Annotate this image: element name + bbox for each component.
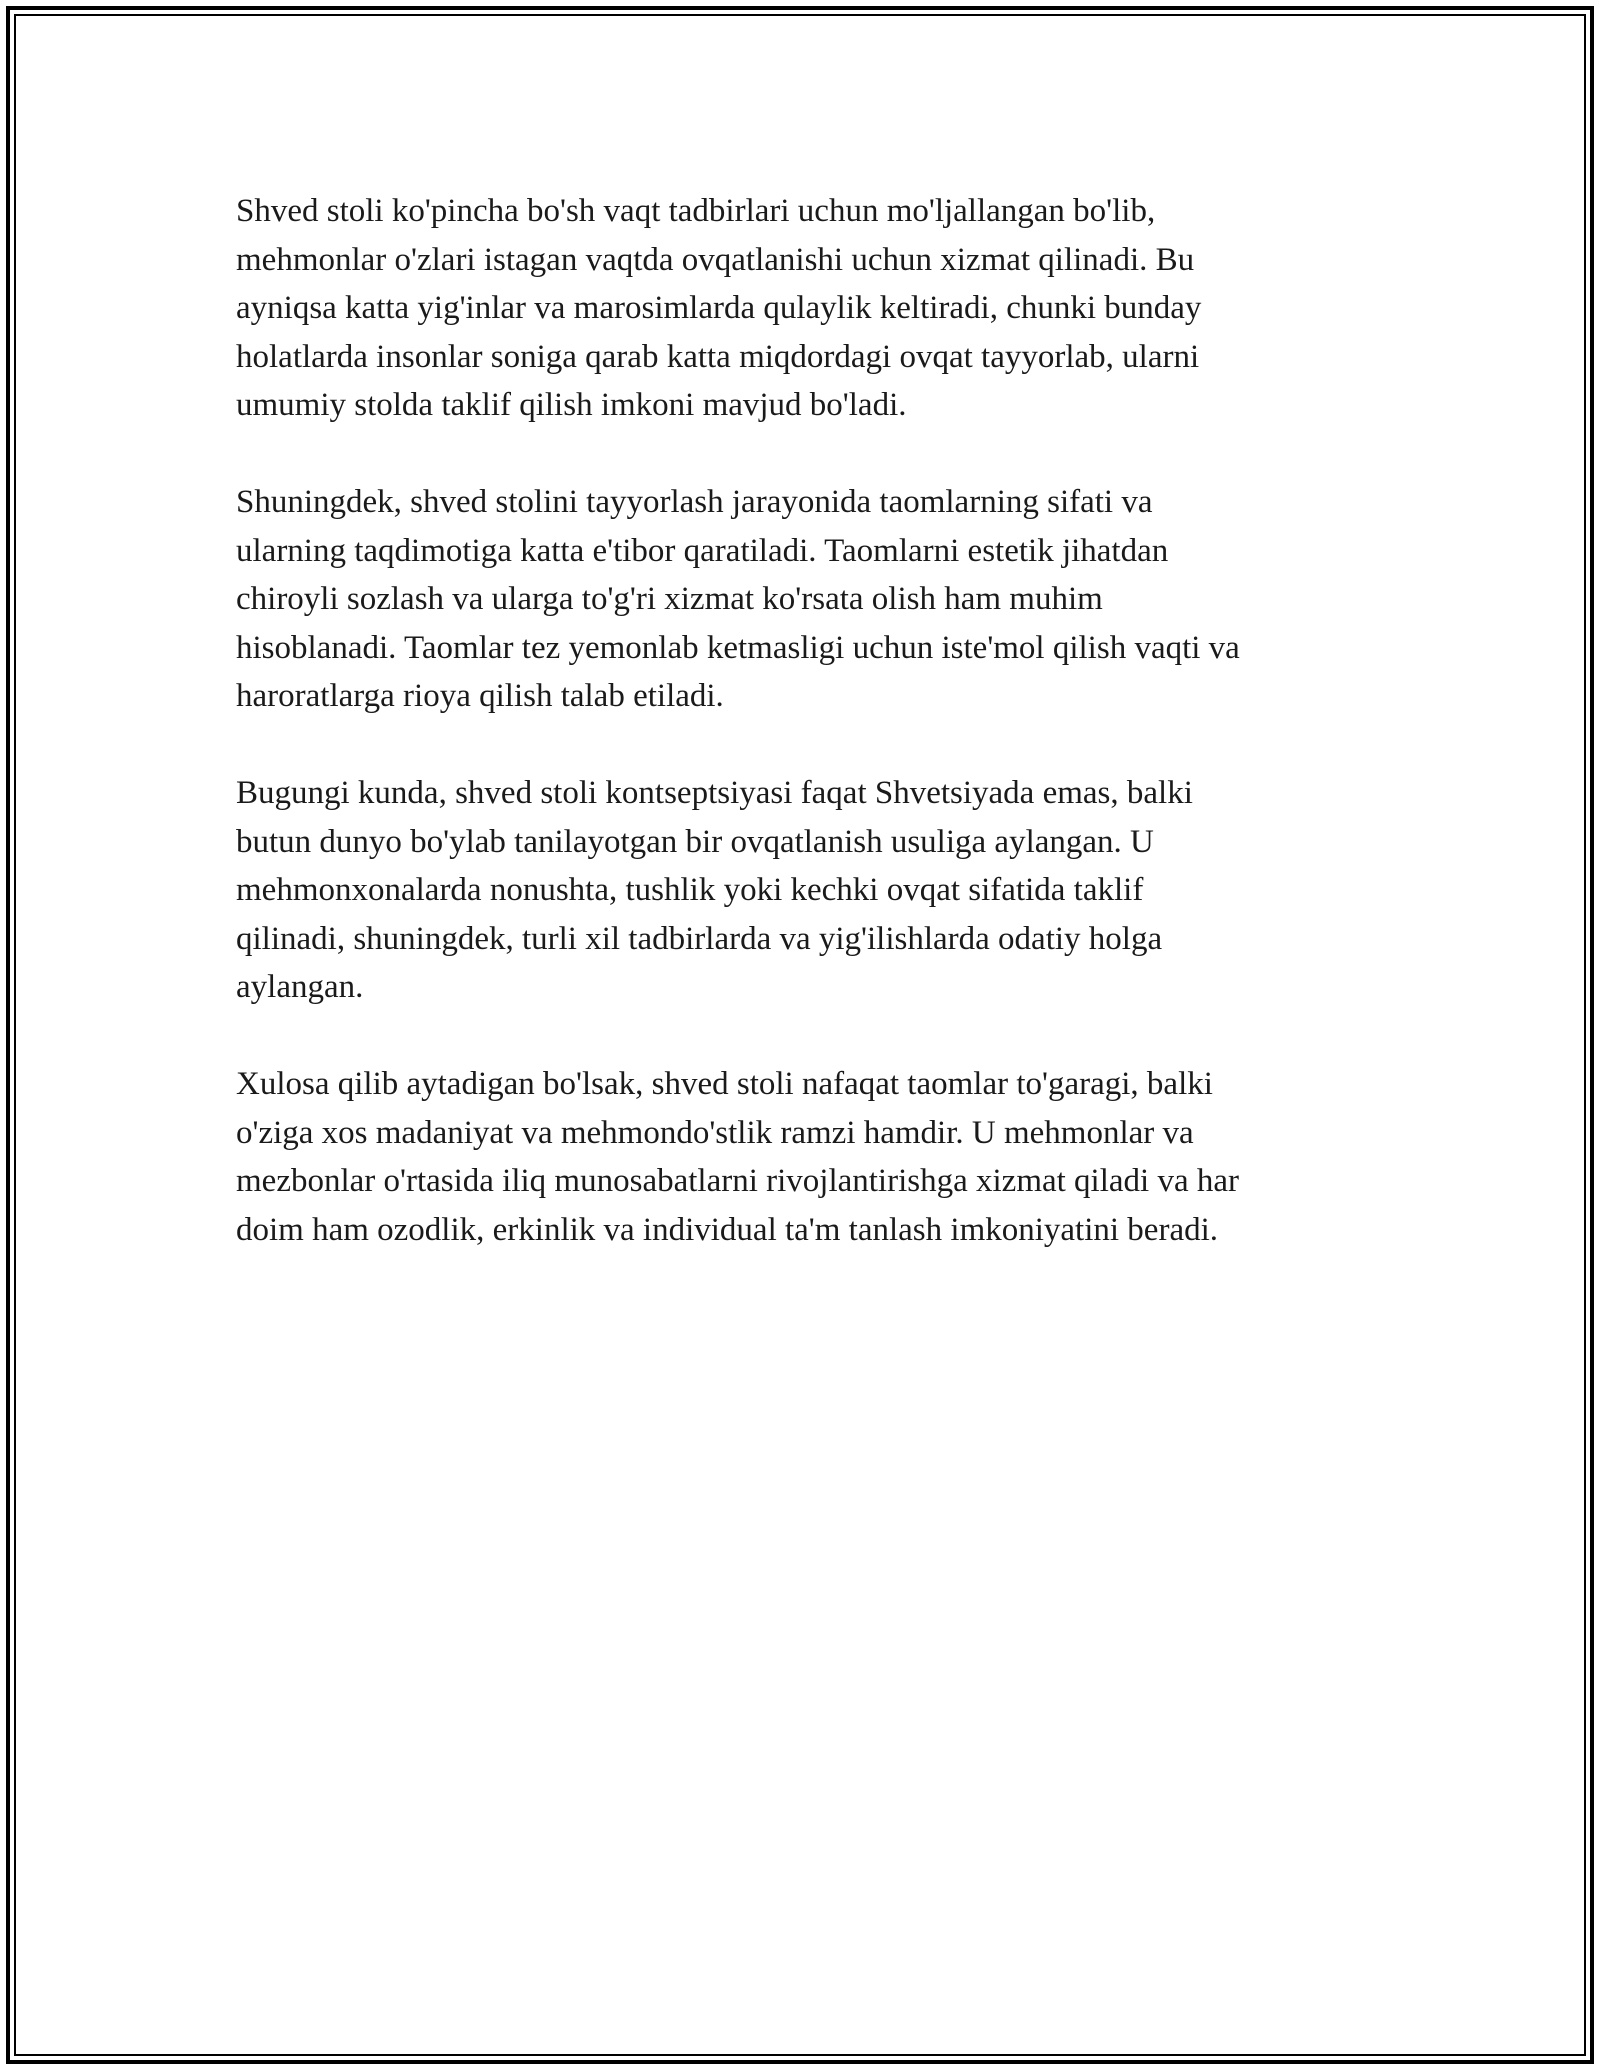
paragraph-3: Bugungi kunda, shved stoli kontseptsiyasi faqat Shvetsiyada emas, balki butun dunyo bo'ylab tanilayotgan bir ovqatlanish usuliga aylangan. U mehmonxonalarda nonushta, tushlik yoki kechki ovqat sifatida taklif qilinadi, shuningdek, turli xil tadbirlarda va yig'ilishlarda odatiy holga aylangan.	[236, 775, 1193, 1005]
paragraph-2: Shuningdek, shved stolini tayyorlash jarayonida taomlarning sifati va ularning taqdimotiga katta e'tibor qaratiladi. Taomlarni estetik jihatdan chiroyli sozlash va ularga to'g'ri xizmat ko'rsata olish ham muhim hisoblanadi. Taomlar tez yemonlab ketmasligi uchun iste'mol qilish vaqti va haroratlarga rioya qilish talab etiladi.	[236, 484, 1240, 714]
document-body	[236, 187, 1366, 1303]
paragraph-4: Xulosa qilib aytadigan bo'lsak, shved stoli nafaqat taomlar to'garagi, balki o'ziga xos madaniyat va mehmondo'stlik ramzi hamdir. U mehmonlar va mezbonlar o'rtasida iliq munosabatlarni rivojlantirishga xizmat qiladi va har doim ham ozodlik, erkinlik va individual ta'm tanlash imkoniyatini beradi.	[236, 1066, 1239, 1248]
paragraph-1: Shved stoli ko'pincha bo'sh vaqt tadbirlari uchun mo'ljallangan bo'lib, mehmonlar o'zlari istagan vaqtda ovqatlanishi uchun xizmat qilinadi. Bu ayniqsa katta yig'inlar va marosimlarda qulaylik keltiradi, chunki bunday holatlarda insonlar soniga qarab katta miqdordagi ovqat tayyorlab, ularni umumiy stolda taklif qilish imkoni mavjud bo'ladi.	[236, 193, 1202, 423]
